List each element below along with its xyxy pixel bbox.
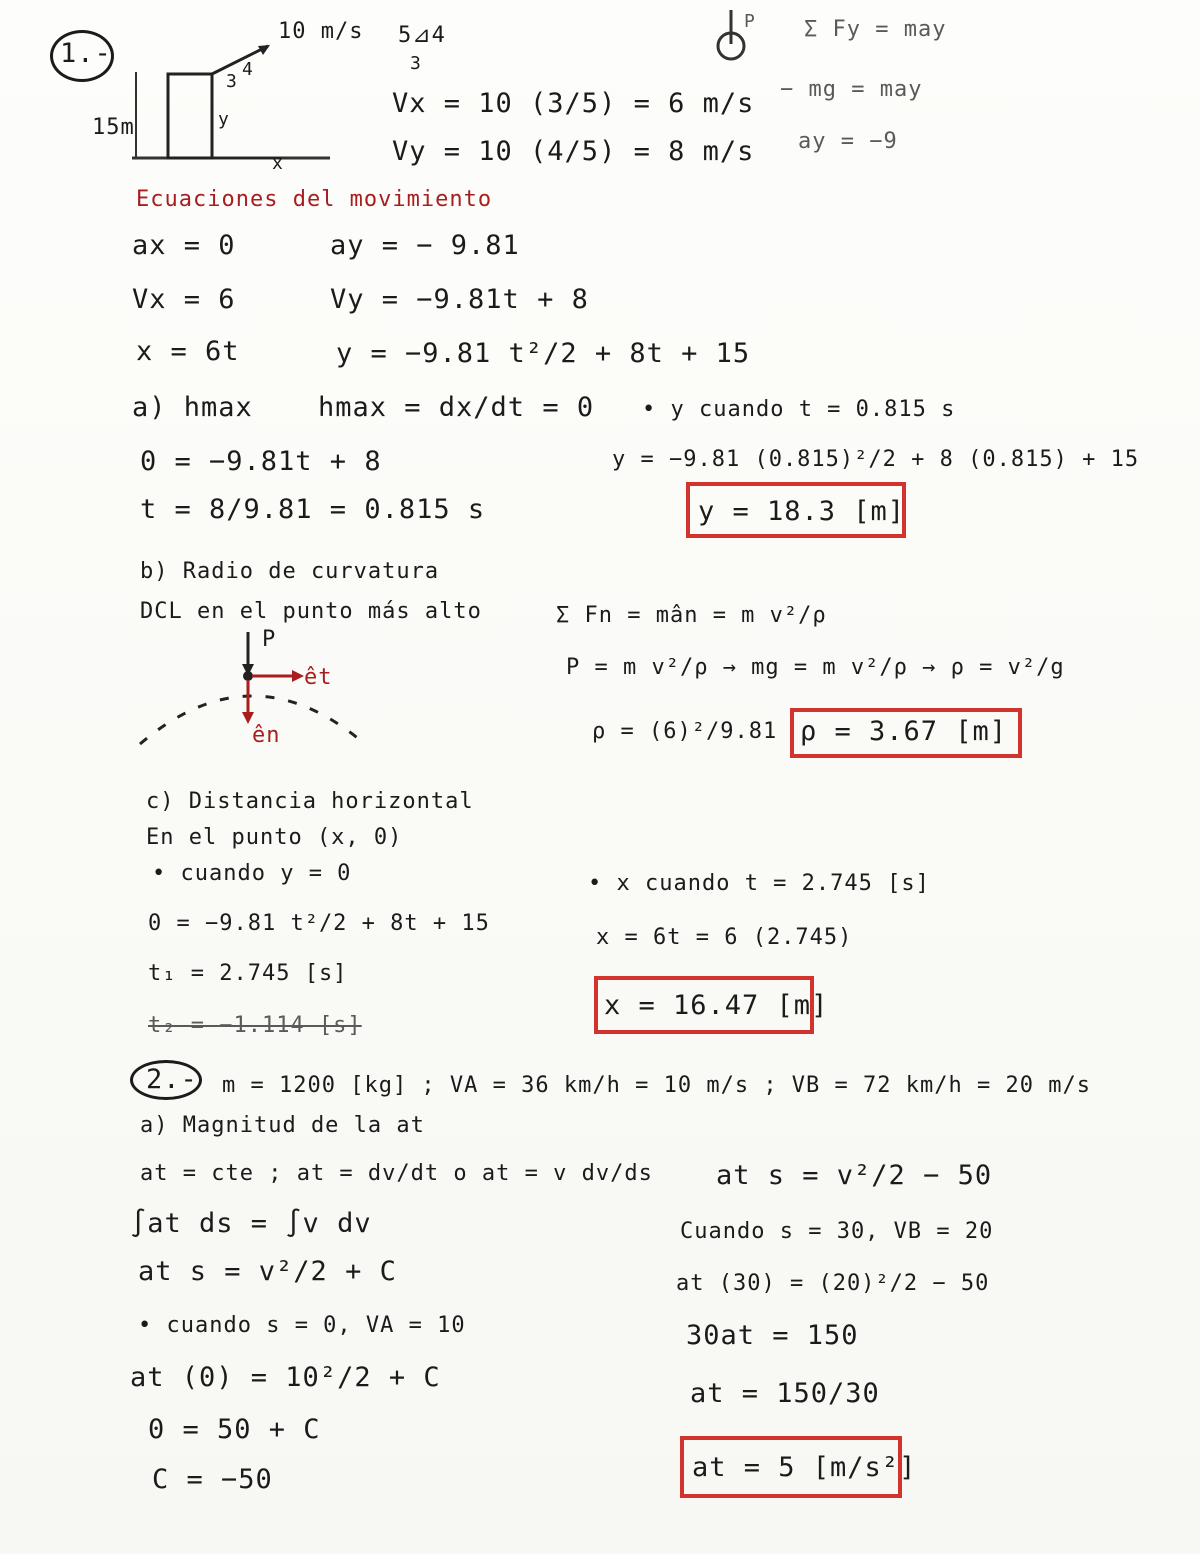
y-result: y = 18.3 [m] — [698, 496, 906, 527]
triangle-ratio-top: 5⊿4 — [398, 23, 446, 48]
y-calculation: y = −9.81 (0.815)²/2 + 8 (0.815) + 15 — [612, 447, 1140, 472]
when-s-zero: • cuando s = 0, VA = 10 — [138, 1313, 466, 1338]
tangent-label: êt — [304, 665, 333, 690]
y-zero-equation: 0 = −9.81 t²/2 + 8t + 15 — [148, 911, 490, 936]
when-y-zero: • cuando y = 0 — [152, 861, 352, 886]
at-zero-equation: at (0) = 10²/2 + C — [130, 1362, 441, 1393]
at-fraction: at = 150/30 — [690, 1378, 880, 1409]
at-s-equation: at s = v²/2 + C — [138, 1256, 397, 1287]
ay-result: ay = −9 — [798, 129, 898, 154]
point-label: En el punto (x, 0) — [146, 825, 403, 850]
part-c-label: c) Distancia horizontal — [146, 789, 474, 814]
part-a-label-2: a) Magnitud de la at — [140, 1113, 425, 1138]
time-to-peak: t = 8/9.81 = 0.815 s — [140, 494, 486, 525]
integral-equation: ∫at ds = ∫v dv — [130, 1208, 372, 1239]
tangent-arrowhead — [292, 670, 304, 682]
vx-equation: Vx = 6 — [132, 284, 236, 315]
t2-root-crossed: t₂ = −1.114 [s] — [148, 1013, 362, 1038]
height-label: 15m — [92, 115, 135, 140]
triangle-ratio-bottom: 3 — [410, 53, 422, 74]
velocity-vector — [212, 46, 268, 74]
at-definition: at = cte ; at = dv/dt o at = v dv/ds — [140, 1161, 653, 1186]
ax-equation: ax = 0 — [132, 230, 236, 261]
sum-fn-equation: Σ Fn = mân = m v²/ρ — [556, 603, 827, 628]
x-equation: x = 6t — [136, 336, 240, 367]
particle-dot — [243, 671, 253, 681]
zero-equation: 0 = 50 + C — [148, 1414, 321, 1445]
x-calculation: x = 6t = 6 (2.745) — [596, 925, 853, 950]
hmax-condition: hmax = dx/dt = 0 — [318, 392, 595, 423]
dcl-label: DCL en el punto más alto — [140, 599, 482, 624]
at-result: at = 5 [m/s²] — [692, 1452, 917, 1483]
rho-result: ρ = 3.67 [m] — [800, 716, 1008, 747]
thirty-at-equation: 30at = 150 — [686, 1320, 859, 1351]
c-value: C = −50 — [152, 1464, 273, 1495]
sketch-x: x — [272, 153, 284, 174]
x-when-label: • x cuando t = 2.745 [s] — [588, 871, 930, 896]
sketch-three: 3 — [226, 71, 238, 92]
sketch-four: 4 — [242, 59, 254, 80]
given-data: m = 1200 [kg] ; VA = 36 km/h = 10 m/s ; VB = 72 km/h = 20 m/s — [222, 1073, 1091, 1098]
at-thirty-equation: at (30) = (20)²/2 − 50 — [676, 1271, 990, 1296]
rho-derivation: P = m v²/ρ → mg = m v²/ρ → ρ = v²/g — [566, 655, 1065, 680]
zero-velocity-equation: 0 = −9.81t + 8 — [140, 446, 382, 477]
at-s-right: at s = v²/2 − 50 — [716, 1160, 993, 1191]
vy-equation: Vy = −9.81t + 8 — [330, 284, 589, 315]
ay-equation: ay = − 9.81 — [330, 230, 520, 261]
part-a-label: a) hmax — [132, 392, 253, 423]
dcl-p-label: P — [262, 627, 277, 652]
fbd-p-label: P — [744, 11, 756, 32]
sketch-y: y — [218, 109, 230, 130]
mg-equation: − mg = may — [780, 77, 923, 102]
rho-calculation: ρ = (6)²/9.81 — [592, 719, 778, 744]
velocity-label: 10 m/s — [278, 19, 364, 44]
when-s-thirty: Cuando s = 30, VB = 20 — [680, 1219, 994, 1244]
t1-root: t₁ = 2.745 [s] — [148, 961, 348, 986]
x-result: x = 16.47 [m] — [604, 990, 829, 1021]
normal-label: ên — [252, 723, 281, 748]
equations-title: Ecuaciones del movimiento — [136, 187, 493, 212]
y-equation: y = −9.81 t²/2 + 8t + 15 — [336, 338, 751, 369]
problem-2-number: 2.- — [146, 1064, 198, 1095]
sum-fy-equation: Σ Fy = may — [804, 17, 947, 42]
part-b-label: b) Radio de curvatura — [140, 559, 440, 584]
problem-1-number: 1.- — [60, 38, 112, 69]
y-when-label: • y cuando t = 0.815 s — [642, 397, 956, 422]
building-sketch — [168, 74, 212, 158]
vx-component: Vx = 10 (3/5) = 6 m/s — [392, 88, 755, 119]
vy-component: Vy = 10 (4/5) = 8 m/s — [392, 136, 755, 167]
